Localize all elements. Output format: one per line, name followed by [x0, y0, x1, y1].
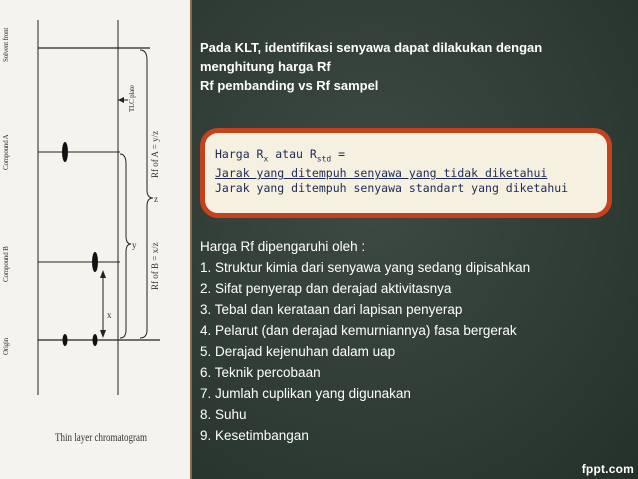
list-item: 6. Teknik percobaan: [200, 365, 321, 380]
diagram-caption: Thin layer chromatogram: [55, 430, 147, 444]
intro-line-1: Pada KLT, identifikasi senyawa dapat dilakukan dengan: [200, 40, 543, 55]
rf-a-formula: Rf of A = y/z: [150, 130, 160, 178]
list-item: 9. Kesetimbangan: [200, 428, 309, 443]
list-item: 2. Sifat penyerap dan derajad aktivitasnya: [200, 281, 452, 296]
label-compound-b: Compound B: [2, 246, 10, 282]
x-arrowhead-up: [100, 270, 106, 278]
label-y: y: [132, 240, 137, 250]
list-item: 3. Tebal dan kerataan dari lapisan penyerap: [200, 302, 463, 317]
factors-heading: Harga Rf dipengaruhi oleh :: [200, 239, 366, 254]
z-brace: [140, 50, 153, 338]
spot-a-lane1: [62, 142, 68, 162]
intro-line-3: Rf pembanding vs Rf sampel: [200, 78, 379, 93]
list-item: 7. Jumlah cuplikan yang digunakan: [200, 386, 411, 401]
tlc-diagram: [0, 0, 192, 479]
tlc-diagram-lines: [0, 0, 190, 479]
label-origin: Origin: [2, 337, 10, 355]
list-item: 4. Pelarut (dan derajad kemurniannya) fasa bergerak: [200, 323, 517, 338]
intro-line-2: menghitung harga Rf: [200, 59, 331, 74]
fppt-logo: fppt.com: [581, 462, 634, 476]
y-brace: [120, 154, 131, 338]
list-item: 1. Struktur kimia dari senyawa yang sedang dipisahkan: [200, 260, 531, 275]
label-x: x: [107, 310, 112, 320]
x-arrowhead-down: [100, 330, 106, 338]
spot-origin-lane1: [63, 334, 68, 346]
label-z: z: [154, 194, 158, 204]
label-tlc-plate: TLC plate: [128, 85, 136, 112]
rf-formula-box: [200, 128, 612, 218]
spot-b-lane2: [92, 252, 98, 272]
formula-denominator: Jarak yang ditempuh senyawa standart yang diketahui: [215, 181, 569, 196]
label-solvent-front: Solvent front: [2, 27, 10, 62]
formula-lhs: Harga $R_x$ atau $R_{std}$ =: [215, 147, 346, 164]
label-compound-a: Compound A: [2, 134, 10, 170]
factors-list: [200, 236, 630, 446]
formula-numerator: Jarak yang ditempuh senyawa yang tidak diketahui: [215, 166, 548, 181]
list-item: 8. Suhu: [200, 407, 247, 422]
tlc-plate-arrowhead: [118, 97, 124, 103]
spot-origin-lane2: [93, 334, 98, 346]
chalkboard: [192, 0, 638, 479]
list-item: 5. Derajad kejenuhan dalam uap: [200, 344, 396, 359]
rf-b-formula: Rf of B = x/z: [150, 242, 160, 290]
intro-text: [200, 38, 620, 95]
